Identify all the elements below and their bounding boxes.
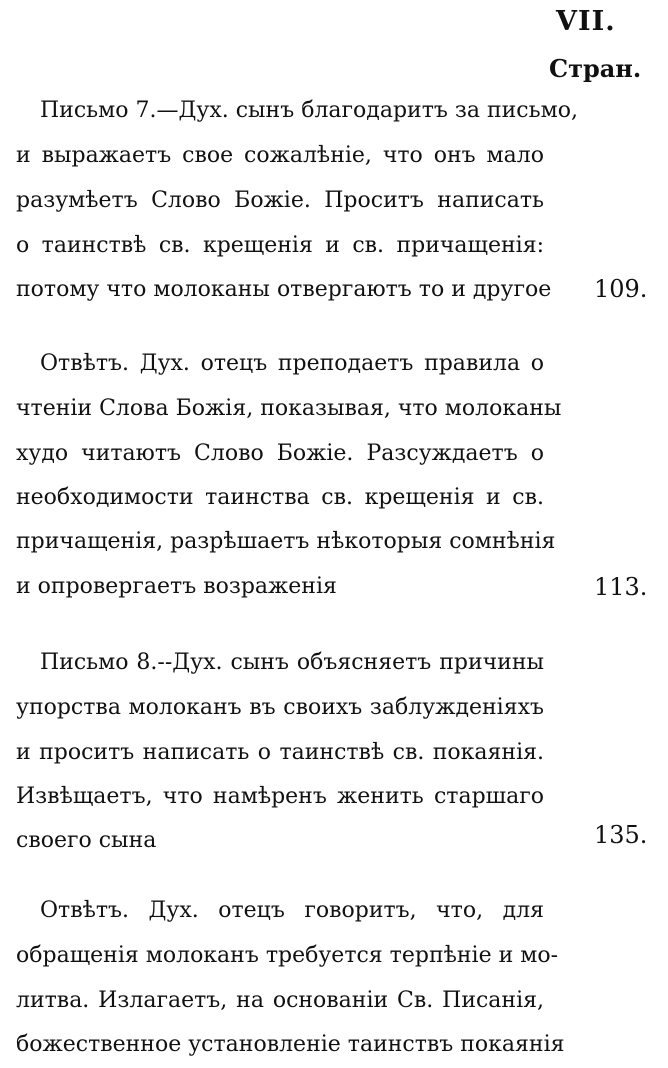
entry-line: обращенія молоканъ требуется терпѣніе и мо- (16, 943, 559, 968)
entry-line: литва. Излагаетъ, на основаніи Св. Писанія, (16, 988, 544, 1013)
entry-line: необходимости таинства св. крещенія и св. (16, 485, 544, 510)
entry-line: своего сына (16, 828, 157, 853)
entry-line: и опровергаетъ возраженія (16, 574, 337, 599)
entry-line: Отвѣтъ. Дух. отецъ говоритъ, что, для (40, 898, 544, 923)
entry-line: причащенія, разрѣшаетъ нѣкоторыя сомнѣнія (16, 529, 556, 554)
entry-line: и проситъ написать о таинствѣ св. покаянія. (16, 740, 544, 765)
entry-page-number: 109. (594, 275, 648, 303)
entry-line: Письмо 8.--Дух. сынъ объясняетъ причины (40, 650, 544, 675)
entry-line: Отвѣтъ. Дух. отецъ преподаетъ правила о (40, 351, 544, 376)
entry-line: упорства молоканъ въ своихъ заблужденіяхъ (16, 695, 544, 720)
entry-page-number: 135. (594, 821, 648, 849)
entry-line: Письмо 7.—Дух. сынъ благодаритъ за письмо, (40, 98, 578, 123)
entry-line: худо читаютъ Слово Божіе. Разсуждаетъ о (16, 441, 544, 466)
entry-line: божественное установленіе таинствъ покаянія (16, 1032, 565, 1057)
entry-line: потому что молоканы отвергаютъ то и другое (16, 277, 552, 302)
page-roman-numeral: VII. (556, 6, 616, 37)
entry-line: и выражаетъ свое сожалѣніе, что онъ мало (16, 143, 544, 168)
entry-line: Извѣщаетъ, что намѣренъ женить старшаго (16, 784, 544, 809)
entry-page-number: 113. (594, 573, 648, 601)
entry-line: о таинствѣ св. крещенія и св. причащенія: (16, 233, 544, 258)
entry-line: чтеніи Слова Божія, показывая, что молоканы (16, 396, 562, 421)
entry-line: разумѣетъ Слово Божіе. Проситъ написать (16, 188, 544, 213)
page-column-label: Стран. (549, 54, 642, 83)
